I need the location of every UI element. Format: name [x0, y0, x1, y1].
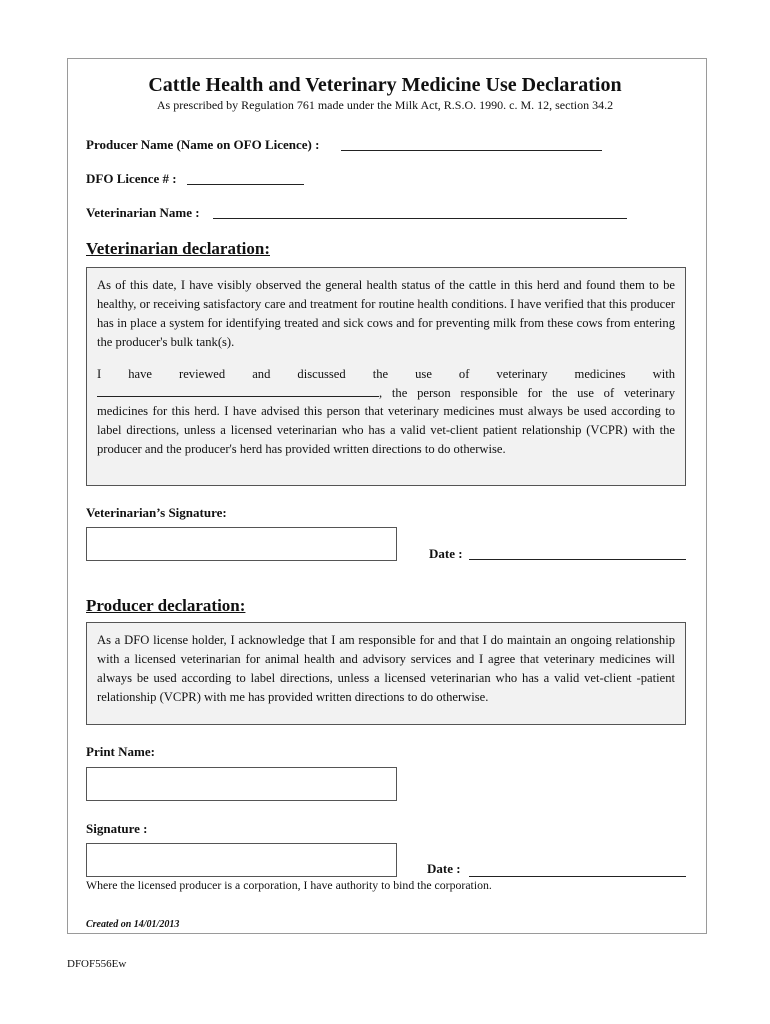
producer-declaration-heading: Producer declaration:: [86, 596, 246, 615]
vet-date-field[interactable]: [469, 559, 686, 560]
print-name-box[interactable]: [86, 767, 397, 801]
form-frame: [67, 58, 707, 934]
vet-signature-label: Veterinarian’s Signature:: [86, 505, 227, 520]
dfo-licence-label: DFO Licence # :: [86, 171, 177, 186]
vet-declaration-heading: Veterinarian declaration:: [86, 239, 270, 258]
vet-declaration-paragraph-1: As of this date, I have visibly observed the general health status of the cattle in this herd and found them to be healthy, or receiving satisfactory care and treatment for routine health conditions. I have verified that this producer has in place a system for identifying treated and sick cows and for preventing milk from these cows from entering the producer's bulk tank(s).: [97, 278, 675, 349]
vet-date-label: Date :: [429, 546, 463, 561]
form-title: Cattle Health and Veterinary Medicine Use Declaration: [148, 74, 622, 96]
vet-declaration-box: [86, 267, 686, 486]
form-number: DFOF556Ew: [67, 958, 127, 970]
veterinarian-name-label: Veterinarian Name :: [86, 205, 200, 220]
producer-declaration-box: [86, 622, 686, 725]
vet-paragraph-2-start: I have reviewed and discussed the use of veterinary medicines with: [97, 366, 675, 381]
created-date: Created on 14/01/2013: [86, 919, 180, 930]
producer-name-field[interactable]: [341, 150, 602, 151]
form-subtitle: As prescribed by Regulation 761 made under the Milk Act, R.S.O. 1990. c. M. 12, section 34.2: [156, 98, 614, 112]
veterinarian-name-field[interactable]: [213, 218, 627, 219]
vet-declaration-paragraph-2: [97, 365, 675, 460]
corporation-note: Where the licensed producer is a corporation, I have authority to bind the corporation.: [86, 878, 492, 892]
producer-signature-label: Signature :: [86, 821, 148, 836]
producer-declaration-paragraph: As a DFO license holder, I acknowledge that I am responsible for and that I do maintain an ongoing relationship with a licensed veterinarian for animal health and advisory services and I agree that veterinary medicines will always be used according to label directions, unless a licensed veterinarian who has a valid vet-client -patient relationship (VCPR) with me has provided written directions to do otherwise.: [97, 633, 675, 704]
dfo-licence-field[interactable]: [187, 184, 304, 185]
vet-paragraph-2-rest: , the person responsible for the use of veterinary medicines for this herd. I have advised this person that veterinary medicines must always be used according to label directions, unless a licensed veterinarian who has a valid vet-client patient relationship (VCPR) with the producer and the producer's herd has provided written directions to do otherwise.: [97, 385, 675, 457]
print-name-label: Print Name:: [86, 744, 155, 759]
producer-signature-box[interactable]: [86, 843, 397, 877]
producer-date-field[interactable]: [469, 876, 686, 877]
person-responsible-blank[interactable]: [97, 384, 379, 397]
producer-date-label: Date :: [427, 861, 461, 876]
producer-name-label: Producer Name (Name on OFO Licence) :: [86, 137, 320, 152]
vet-signature-box[interactable]: [86, 527, 397, 561]
